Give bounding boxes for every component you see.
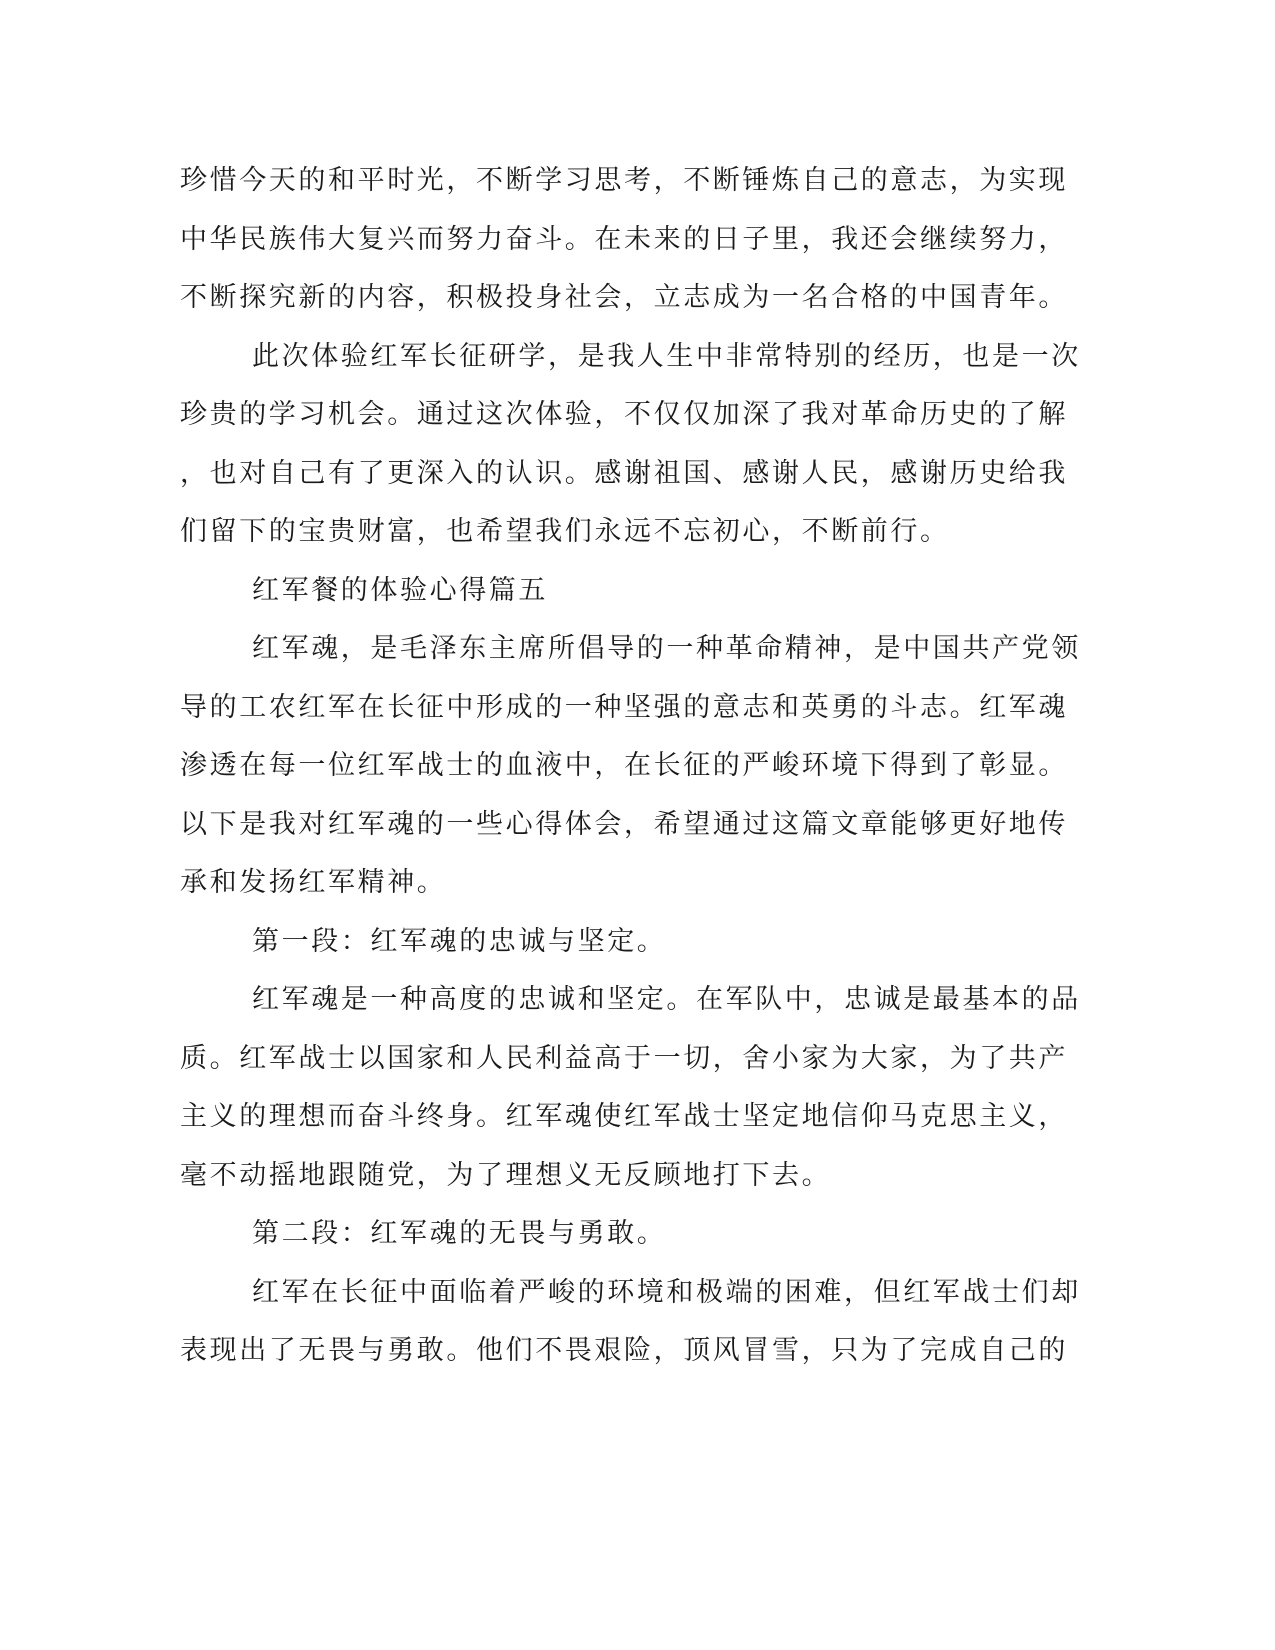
text-line: 主义的理想而奋斗终身。红军魂使红军战士坚定地信仰马克思主义，: [180, 1101, 1068, 1132]
text-line: 表现出了无畏与勇敢。他们不畏艰险，顶风冒雪，只为了完成自己的: [180, 1335, 1068, 1366]
paragraph-first-line: 红军魂，是毛泽东主席所倡导的一种革命精神，是中国共产党领: [252, 633, 1081, 664]
text-line: 导的工农红军在长征中形成的一种坚强的意志和英勇的斗志。红军魂: [180, 692, 1068, 723]
text-line: 以下是我对红军魂的一些心得体会，希望通过这篇文章能够更好地传: [180, 809, 1068, 840]
text-line: 渗透在每一位红军战士的血液中，在长征的严峻环境下得到了彰显。: [180, 750, 1068, 781]
subsection-heading: 第二段：红军魂的无畏与勇敢。: [252, 1218, 667, 1249]
paragraph-first-line: 此次体验红军长征研学，是我人生中非常特别的经历，也是一次: [252, 341, 1081, 372]
paragraph-first-line: 红军魂是一种高度的忠诚和坚定。在军队中，忠诚是最基本的品: [252, 984, 1081, 1015]
text-line: 中华民族伟大复兴而努力奋斗。在未来的日子里，我还会继续努力，: [180, 224, 1068, 255]
text-line: 承和发扬红军精神。: [180, 867, 447, 898]
subsection-heading: 第一段：红军魂的忠诚与坚定。: [252, 926, 667, 957]
text-line: 们留下的宝贵财富，也希望我们永远不忘初心，不断前行。: [180, 516, 950, 547]
text-line: ，也对自己有了更深入的认识。感谢祖国、感谢人民，感谢历史给我: [180, 458, 1068, 489]
section-heading: 红军餐的体验心得篇五: [252, 575, 548, 606]
paragraph-first-line: 红军在长征中面临着严峻的环境和极端的困难，但红军战士们却: [252, 1277, 1081, 1308]
text-line: 质。红军战士以国家和人民利益高于一切，舍小家为大家，为了共产: [180, 1043, 1068, 1074]
text-line: 珍惜今天的和平时光，不断学习思考，不断锤炼自己的意志，为实现: [180, 165, 1068, 196]
text-line: 不断探究新的内容，积极投身社会，立志成为一名合格的中国青年。: [180, 282, 1068, 313]
text-line: 毫不动摇地跟随党，为了理想义无反顾地打下去。: [180, 1160, 832, 1191]
text-line: 珍贵的学习机会。通过这次体验，不仅仅加深了我对革命历史的了解: [180, 399, 1068, 430]
